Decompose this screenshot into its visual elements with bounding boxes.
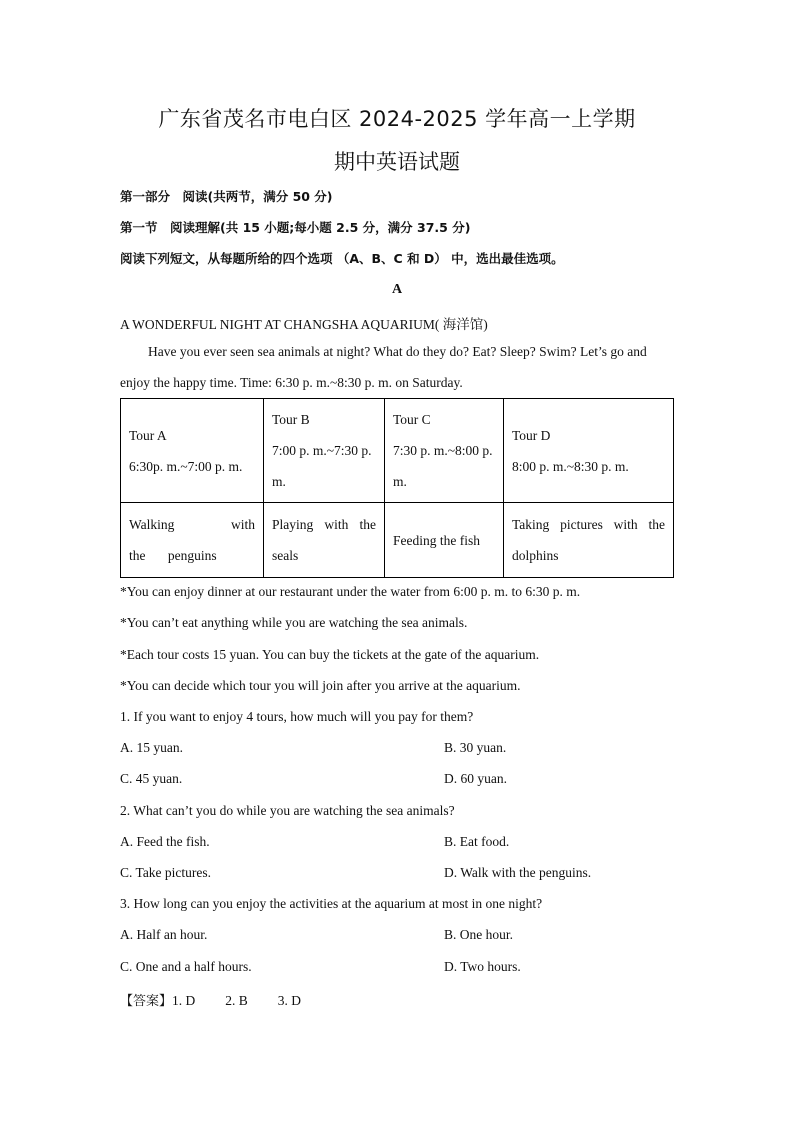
answer-3: 3. D [277,993,302,1008]
tour-activity: Taking pictures with the dolphins [504,503,674,578]
table-row [121,399,674,503]
table-row [121,503,674,578]
option-b: B. Eat food. [444,834,510,849]
option-d: D. Walk with the penguins. [444,865,592,880]
option-a: A. Half an hour. [120,927,208,942]
section-heading: 第一节 阅读理解(共 15 小题;每小题 2.5 分，满分 37.5 分) [120,220,471,235]
option-c: C. 45 yuan. [120,771,183,786]
option-c: C. Take pictures. [120,865,212,880]
tour-d-cell [504,399,674,503]
exam-title-line1: 广东省茂名市电白区 2024-2025 学年高一上学期 [158,107,636,131]
intro-line-1: Have you ever seen sea animals at night? What do they do? Eat? Sleep? Swim? Let’s go and [148,344,647,359]
tour-time: 6:30p. m.~7:00 p. m. [129,458,243,474]
tour-name: Tour A [129,427,167,443]
tour-activity: Playing with the seals [264,503,385,578]
tour-name: Tour C [393,412,431,427]
answer-1: 1. D [172,993,196,1008]
tour-schedule-table [120,398,674,578]
exam-title-line2: 期中英语试题 [334,150,460,174]
question-stem: 2. What can’t you do while you are watching the sea animals? [120,803,455,818]
question-stem: 3. How long can you enjoy the activities at the aquarium at most in one night? [120,896,543,911]
answer-2: 2. B [225,993,248,1008]
tour-name: Tour B [272,412,310,427]
passage-letter: A [391,282,403,297]
intro-line-2: enjoy the happy time. Time: 6:30 p. m.~8:30 p. m. on Saturday. [120,375,463,390]
option-b: B. 30 yuan. [444,740,507,755]
option-d: D. Two hours. [444,959,521,974]
option-b: B. One hour. [444,927,513,942]
answer-label: 【答案】 [120,994,173,1009]
tour-time: 7:30 p. m.~8:00 p. m. [393,443,493,489]
tour-c-cell [385,399,504,503]
part-heading: 第一部分 阅读(共两节，满分 50 分) [120,189,333,204]
tour-time: 8:00 p. m.~8:30 p. m. [512,458,629,474]
note: *You can decide which tour you will join after you arrive at the aquarium. [120,678,521,693]
note: *You can enjoy dinner at our restaurant under the water from 6:00 p. m. to 6:30 p. m. [120,584,581,599]
instruction: 阅读下列短文，从每题所给的四个选项 （A、B、C 和 D） 中，选出最佳选项。 [120,251,564,266]
tour-activity: Feeding the fish [385,503,504,578]
note: *You can’t eat anything while you are watching the sea animals. [120,615,468,630]
option-c: C. One and a half hours. [120,959,252,974]
option-d: D. 60 yuan. [444,771,507,786]
note: *Each tour costs 15 yuan. You can buy the tickets at the gate of the aquarium. [120,647,540,662]
tour-time: 7:00 p. m.~7:30 p. m. [272,443,372,489]
tour-activity: Walking with the penguins [121,503,264,578]
option-a: A. Feed the fish. [120,834,210,849]
question-stem: 1. If you want to enjoy 4 tours, how much will you pay for them? [120,709,474,724]
option-a: A. 15 yuan. [120,740,183,755]
passage-title: A WONDERFUL NIGHT AT CHANGSHA AQUARIUM( 海洋馆) [120,317,488,332]
tour-a-cell [121,399,264,503]
tour-name: Tour D [512,427,551,443]
answer-line [120,990,301,1009]
tour-b-cell [264,399,385,503]
